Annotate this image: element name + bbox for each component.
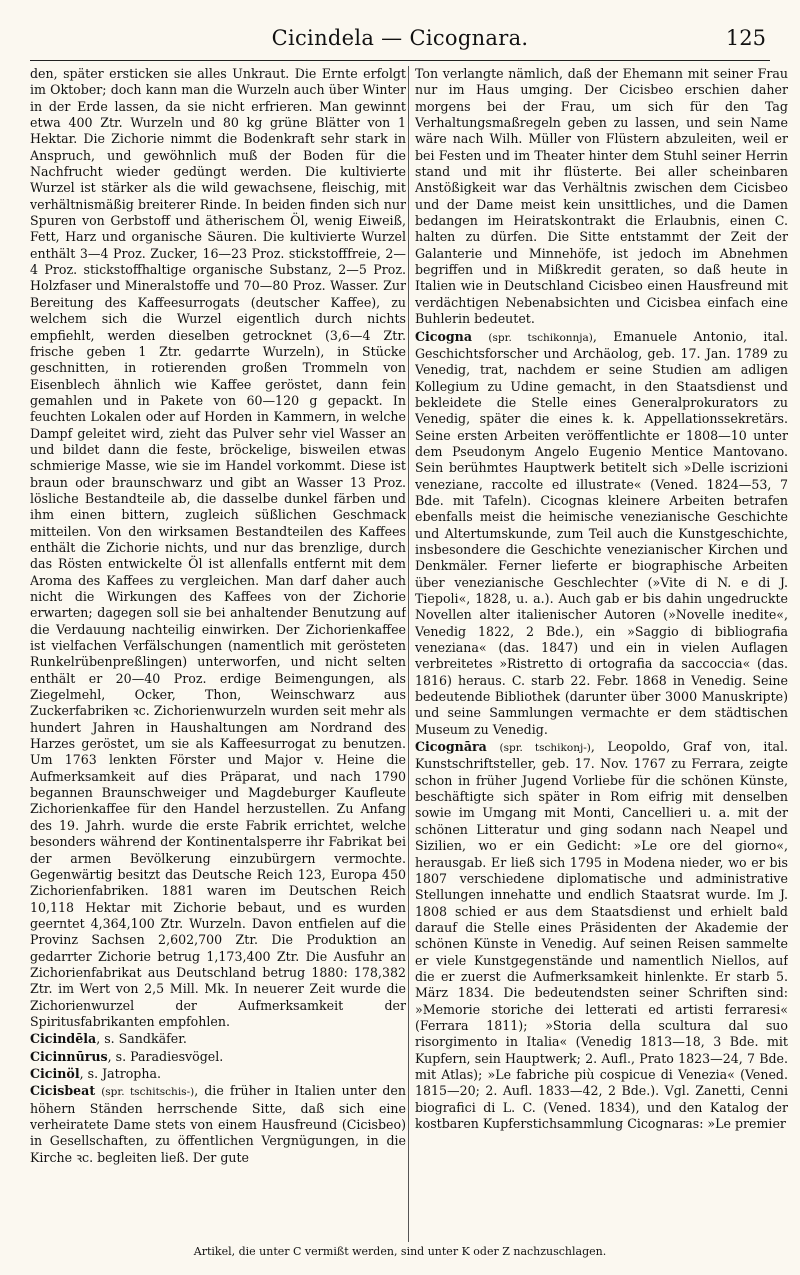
header-rule — [30, 60, 770, 61]
entry-text: , s. Jatropha. — [79, 1065, 161, 1081]
pronunciation: (spr. tschitschis-) — [101, 1086, 195, 1099]
headword: Cicindēla — [30, 1031, 97, 1047]
entry-cicinoel — [30, 1066, 406, 1082]
page-number: 125 — [725, 26, 766, 50]
left-column — [30, 66, 406, 1244]
paragraph-chicory: den, später ersticken sie alles Unkraut. Die Ernte erfolgt im Oktober; doch kann man die Wurzeln auch über Winter in der Erde lassen, da sie nicht erfrieren. Man gewinnt etwa 400 Ztr. Wurzeln und 80 kg grüne Blätter von 1 Hektar. Die Zichorie nimmt die Bodenkraft sehr stark in Anspruch, und gewöhnlich muß der Boden für die Nachfrucht wieder gedüngt werden. Die kultivierte Wurzel ist stärker als die wild gewachsene, fleischig, mit verhältnismäßig breiterer Rinde. In beiden finden sich nur Spuren von Gerbstoff und ätherischem Öl, wenig Eiweiß, Fett, Harz und organische Säuren. Die kultivierte Wurzel enthält 3—4 Proz. Zucker, 16—23 Proz. stickstofffreie, 2—4 Proz. stickstoffhaltige organische Substanz, 2—5 Proz. Holzfaser und Mineralstoffe und 70—80 Proz. Wasser. Zur Bereitung des Kaffeesurrogats (deutscher Kaffee), zu welchem sich die Wurzel eigentlich durch nichts empfiehlt, werden dieselben getrocknet (3,6—4 Ztr. frische geben 1 Ztr. gedarrte Wurzeln), in Stücke geschnitten, in rotierenden großen Trommeln von Eisenblech ähnlich wie Kaffee geröstet, dann fein gemahlen und in Pakete von 60—120 g gepackt. In feuchten Lokalen oder auf Horden in Kammern, in welche Dampf geleitet wird, zieht das Pulver sehr viel Wasser an und bildet dann die feste, bröckelige, bisweilen etwas schmierige Masse, wie sie im Handel vorkommt. Diese ist braun oder braunschwarz und gibt an Wasser 13 Proz. lösliche Bestandteile ab, die dasselbe dunkel färben und ihm einen bittern, zugleich süßlichen Geschmack mitteilen. Von den wirksamen Bestandteilen des Kaffees enthält die Zichorie nichts, und nur das brenzlige, durch das Rösten entwickelte Öl ist allenfalls entfernt mit dem Aroma des Kaffees zu vergleichen. Man darf daher auch nicht die Wirkungen des Kaffees von der Zichorie erwarten; dagegen soll sie bei anhaltender Benutzung auf die Verdauung nachteilig einwirken. Der Zichorienkaffee ist vielfachen Verfälschungen (namentlich mit gerösteten Runkelrübenpreßlingen) unterworfen, und nicht selten enthält er 20—40 Proz. erdige Beimengungen, als Ziegelmehl, Ocker, Thon, Weinschwarz aus Zuckerfabriken ꝛc. Zichorienwurzeln wurden seit mehr als hundert Jahren in Haushaltungen am Nordrand des Harzes geröstet, um sie als Kaffeesurrogat zu benutzen. Um 1763 lenkten Förster und Major v. Heine die Aufmerksamkeit auf dies Präparat, und nach 1790 begannen Braunschweiger und Magdeburger Kaufleute Zichorienkaffee für den Handel herzustellen. Zu Anfang des 19. Jahrh. wurde die erste Fabrik errichtet, welche besonders während der Kontinentalsperre ihr Fabrikat bei der armen Bevölkerung einzubürgern vermochte. Gegenwärtig besitzt das Deutsche Reich 123, Europa 450 Zichorienfabriken. 1881 waren im Deutschen Reich 10,118 Hektar mit Zichorie bebaut, und es wurden geerntet 4,364,100 Ztr. Wurzeln. Davon entfielen auf die Provinz Sachsen 2,602,700 Ztr. Die Produktion an gedarrter Zichorie betrug 1,173,400 Ztr. Die Ausfuhr an Zichorienfabrikat aus Deutschland betrug 1880: 178,382 Ztr. im Wert von 2,5 Mill. Mk. In neuerer Zeit wurde die Zichorienwurzel der Aufmerksamkeit der Spiritusfabrikanten empfohlen. — [30, 66, 406, 1029]
entry-text: , s. Sandkäfer. — [96, 1031, 187, 1047]
entry-cicognara — [415, 739, 788, 1132]
entry-text: , s. Paradiesvögel. — [107, 1048, 224, 1064]
entry-cicogna — [415, 329, 788, 739]
headword: Cicinöl — [30, 1065, 80, 1081]
entry-cicindela — [30, 1031, 406, 1047]
entry-text: , die früher in Italien unter den höhern Ständen herrschende Sitte, daß sich eine verheiratete Dame stets von einem Hausfreund (Cicisbeo) in Gesellschaften, zu öffentlichen Vergnügungen, in die Kirche ꝛc. begleiten ließ. Der gute — [30, 1083, 406, 1165]
pronunciation: (spr. tschikonj-) — [499, 742, 591, 755]
entry-text: , Emanuele Antonio, ital. Geschichtsforscher und Archäolog, geb. 17. Jan. 1789 zu Venedig, trat, nachdem er seine Studien am adligen Kollegium zu Udine gemacht, in den Staatsdienst und bekleidete die Stelle eines Generalprokurators zu Venedig, später die eines k. k. Appellationssekretärs. Seine ersten Arbeiten veröffentlichte er 1808—10 unter dem Pseudonym Angelo Eugenio Mentice Mantovano. Sein berühmtes Hauptwerk betitelt sich »Delle iscrizioni veneziane, raccolte ed illustrate« (Vened. 1824—53, 7 Bde. mit Tafeln). Cicognas kleinere Arbeiten betrafen ebenfalls meist die heimische venezianische Geschichte und Altertumskunde, zum Teil auch die Kunstgeschichte, insbesondere die Geschichte venezianischer Kirchen und Denkmäler. Ferner lieferte er biographische Arbeiten über venezianische Geschlechter (»Vite di N. e di J. Tiepoli«, 1828, u. a.). Auch gab er bis dahin ungedruckte Novellen alter italienischer Autoren (»Novelle inedite«, Venedig 1822, 2 Bde.), ein »Saggio di bibliografia veneziana« (das. 1847) und ein in vielen Auflagen verbreitetes »Ristretto di ortografia da saccoccia« (das. 1816) heraus. C. starb 22. Febr. 1868 in Venedig. Seine bedeutende Bibliothek (darunter über 3000 Manuskripte) und seine Sammlungen vermachte er dem städtischen Museum zu Venedig. — [415, 328, 788, 737]
entry-text: , Leopoldo, Graf von, ital. Kunstschriftsteller, geb. 17. Nov. 1767 zu Ferrara, zeigte schon in früher Jugend Vorliebe für die schönen Künste, beschäftigte sich später in Rom eifrig mit denselben sowie im Umgang mit Monti, Cancellieri u. a. mit der schönen Litteratur und ging sodann nach Neapel und Sizilien, wo er ein Gedicht: »Le ore del giorno«, herausgab. Er ließ sich 1795 in Modena nieder, wo er bis 1807 verschiedene diplomatische und administrative Stellungen innehatte und endlich Staatsrat wurde. Im J. 1808 schied er aus dem Staatsdienst und erhielt bald darauf die Stelle eines Präsidenten der Akademie der schönen Künste in Venedig. Auf seinen Reisen sammelte er viele Kunstgegenstände und namentlich Niellos, auf die er zuerst die Aufmerksamkeit hinlenkte. Er starb 5. März 1834. Die bedeutendsten seiner Schriften sind: »Memorie storiche dei letterati ed artisti ferraresi« (Ferrara 1811); »Storia della scultura dal suo risorgimento in Italia« (Venedig 1813—18, 3 Bde. mit Kupfern, sein Hauptwerk; 2. Aufl., Prato 1823—24, 7 Bde. mit Atlas); »Le fabriche più cospicue di Venezia« (Vened. 1815—20; 2. Aufl. 1833—42, 2 Bde.). Vgl. Zanetti, Cenni biografici di L. C. (Vened. 1834), und den Katalog der kostbaren Kupferstichsammlung Cicognaras: »Le premier — [415, 739, 788, 1131]
entry-cicisbeat — [30, 1083, 406, 1166]
pronunciation: (spr. tschikonnja) — [488, 331, 593, 344]
running-title: Cicindela — Cicognara. — [271, 26, 529, 50]
page-header — [30, 26, 770, 56]
headword: Cicogna — [415, 328, 472, 344]
column-separator — [408, 66, 409, 1242]
right-column — [415, 66, 788, 1244]
entry-cicinnurus — [30, 1049, 406, 1065]
headword: Cicinnūrus — [30, 1048, 108, 1064]
footer-note: Artikel, die unter C vermißt werden, sind unter K oder Z nachzuschlagen. — [193, 1245, 607, 1258]
paragraph-cicisbeo: Ton verlangte nämlich, daß der Ehemann mit seiner Frau nur im Haus umging. Der Cicisbeo erschien daher morgens bei der Frau, um sich für den Tag Verhaltungsmaßregeln geben zu lassen, und sein Name wäre nach Wilh. Müller von Flüstern abzuleiten, weil er bei Festen und im Theater hinter dem Stuhl seiner Herrin stand und mit ihr flüsterte. Bei aller scheinbaren Anstößigkeit war das Verhältnis zwischen dem Cicisbeo und der Dame meist kein unsittliches, und die Damen bedangen im Heiratskontrakt die Erlaubnis, einen C. halten zu dürfen. Die Sitte entstammt der Zeit der Galanterie und Minnehöfe, ist jedoch im Abnehmen begriffen und in Mißkredit geraten, so daß heute in Italien wie in Deutschland Cicisbeo einen Hausfreund mit verdächtigen Nebenabsichten und Cicisbea einfach eine Buhlerin bedeutet. — [415, 66, 788, 327]
headword: Cicisbeat — [30, 1083, 96, 1099]
headword: Cicognāra — [415, 739, 487, 755]
